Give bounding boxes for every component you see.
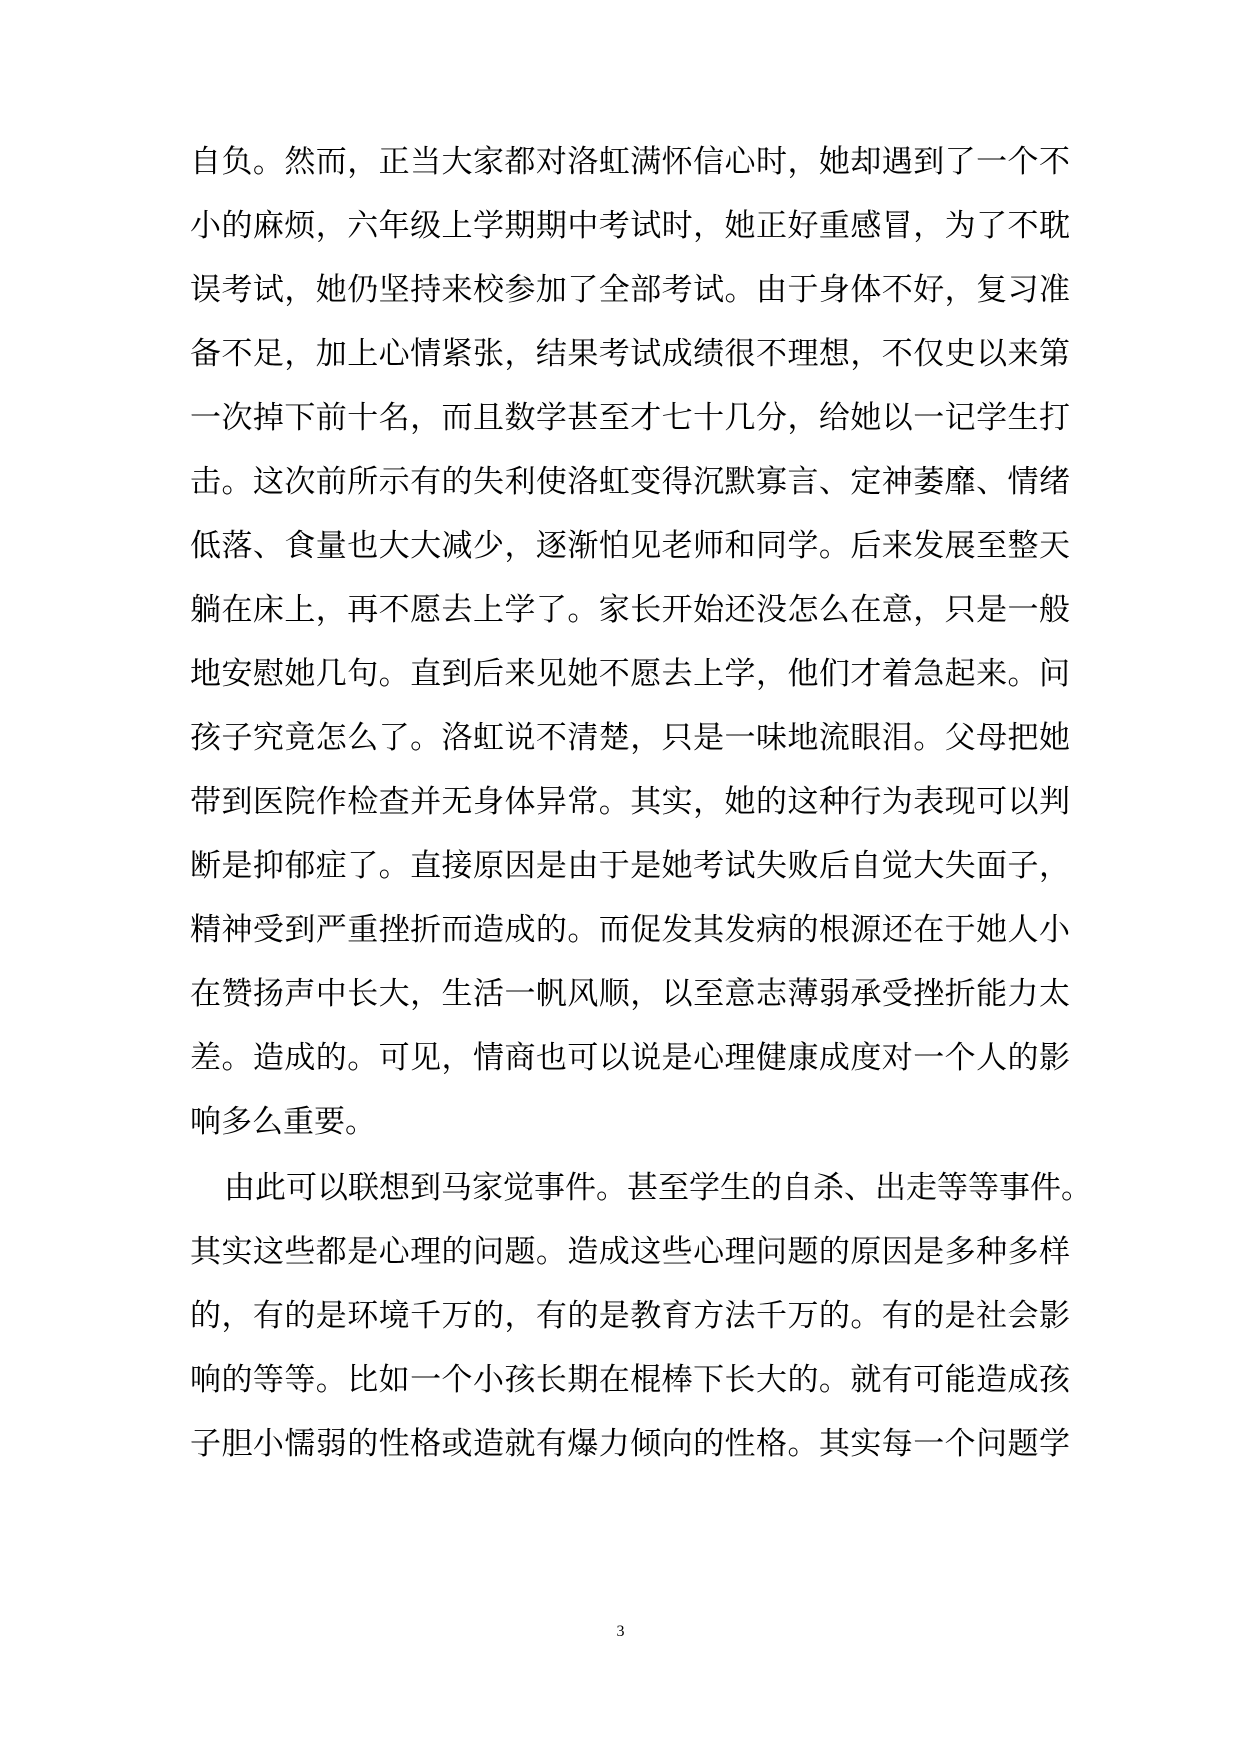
page-number: 3 <box>616 1623 625 1640</box>
text-line: 误考试，她仍坚持来校参加了全部考试。由于身体不好，复习准 <box>190 272 1070 308</box>
text-line: 带到医院作检查并无身体异常。其实，她的这种行为表现可以判 <box>190 784 1070 820</box>
text-line: 地安慰她几句。直到后来见她不愿去上学，他们才着急起来。问 <box>190 656 1070 692</box>
text-line: 击。这次前所示有的失利使洛虹变得沉默寡言、定神萎靡、情绪 <box>190 464 1070 500</box>
text-line: 一次掉下前十名，而且数学甚至才七十几分，给她以一记学生打 <box>190 400 1070 436</box>
text-line: 低落、食量也大大减少，逐渐怕见老师和同学。后来发展至整天 <box>190 528 1070 564</box>
text-line: 备不足，加上心情紧张，结果考试成绩很不理想，不仅史以来第 <box>190 336 1070 372</box>
text-line: 在赞扬声中长大，生活一帆风顺，以至意志薄弱承受挫折能力太 <box>190 976 1070 1012</box>
text-line: 响多么重要。 <box>190 1104 376 1140</box>
text-line: 其实这些都是心理的问题。造成这些心理问题的原因是多种多样 <box>190 1234 1070 1270</box>
text-line: 孩子究竟怎么了。洛虹说不清楚，只是一味地流眼泪。父母把她 <box>190 720 1070 756</box>
text-line: 躺在床上，再不愿去上学了。家长开始还没怎么在意，只是一般 <box>190 592 1070 628</box>
text-line: 精神受到严重挫折而造成的。而促发其发病的根源还在于她人小 <box>190 912 1070 948</box>
text-line: 小的麻烦，六年级上学期期中考试时，她正好重感冒，为了不耽 <box>190 208 1070 244</box>
text-line: 由此可以联想到马家觉事件。甚至学生的自杀、出走等等事件。 <box>224 1170 1092 1206</box>
text-line: 差。造成的。可见，情商也可以说是心理健康成度对一个人的影 <box>190 1040 1070 1076</box>
text-line: 自负。然而，正当大家都对洛虹满怀信心时，她却遇到了一个不 <box>190 144 1070 180</box>
text-line: 响的等等。比如一个小孩长期在棍棒下长大的。就有可能造成孩 <box>190 1362 1070 1398</box>
text-line: 断是抑郁症了。直接原因是由于是她考试失败后自觉大失面子， <box>190 848 1070 884</box>
text-line: 子胆小懦弱的性格或造就有爆力倾向的性格。其实每一个问题学 <box>190 1426 1070 1462</box>
text-line: 的，有的是环境千万的，有的是教育方法千万的。有的是社会影 <box>190 1298 1070 1334</box>
